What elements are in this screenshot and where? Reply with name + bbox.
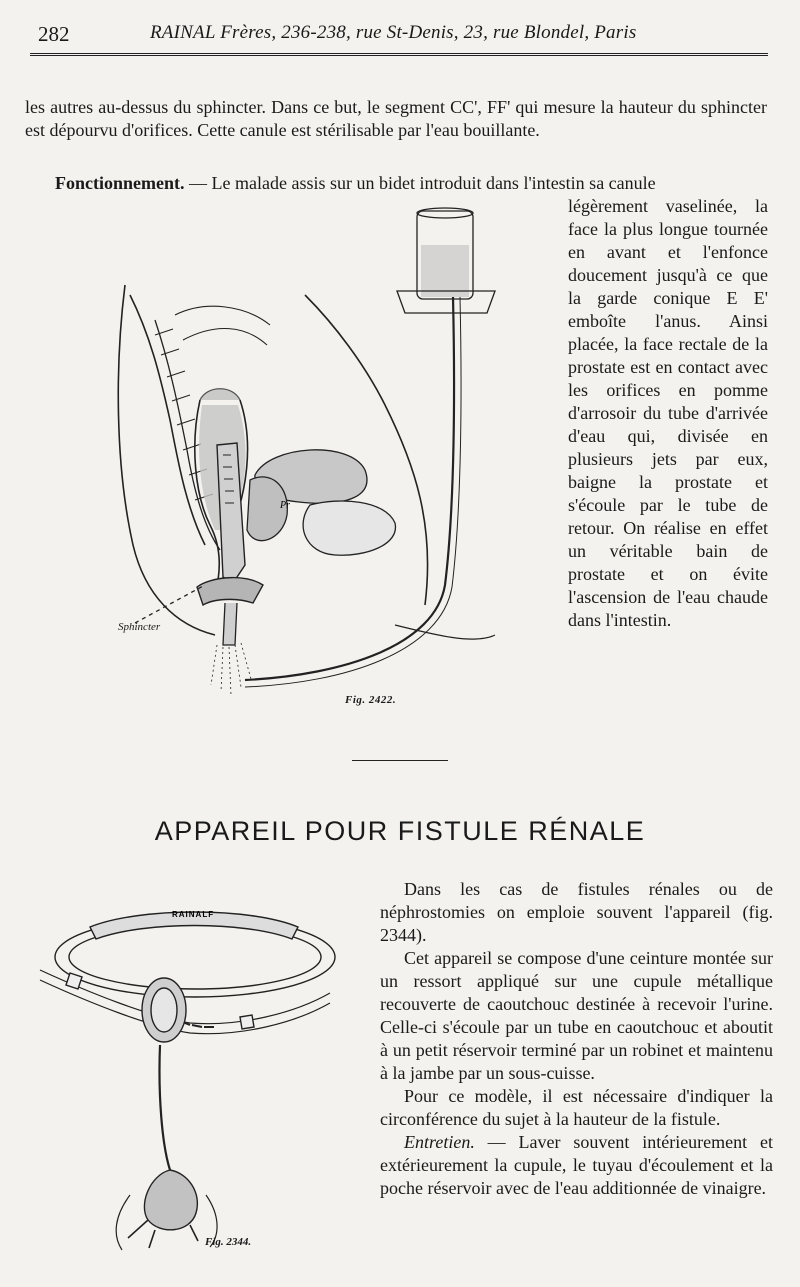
figure-2422-caption: Fig. 2422.	[345, 694, 397, 706]
section-separator	[352, 760, 448, 761]
fistule-paragraph-3: Pour ce modèle, il est nécessaire d'indiquer la circonférence du sujet à la hauteur de la fistule.	[380, 1086, 773, 1129]
fonctionnement-lead	[55, 172, 767, 195]
fistule-paragraph-2: Cet appareil se compose d'une ceinture montée sur un ressort appliqué sur une cupule métallique recouverte de caoutchouc destinée à recevoir l'urine. Celle-ci s'écoule par un tube en caoutchouc et aboutit à un petit réservoir terminé par un robinet et maintenu à la jambe par un sous-cuisse.	[380, 948, 773, 1083]
entretien-text: — Laver souvent intérieurement et extérieurement la cupule, le tuyau d'écoulement et la poche réservoir avec de l'eau additionnée de vinaigre.	[380, 1132, 773, 1198]
intro-paragraph: les autres au-dessus du sphincter. Dans ce but, le segment CC', FF' qui mesure la hauteur du sphincter est dépourvu d'orifices. Cette canule est stérilisable par l'eau bouillante.	[25, 97, 767, 140]
figure-2344-illustration	[30, 895, 370, 1255]
fonctionnement-column: légèrement vaselinée, la face la plus longue tournée en avant et l'enfonce doucement jusqu'à ce que la garde conique E E' emboîte l'anus. Ainsi placée, la face rectale de la prostate est en contact avec les orifices en pomme d'arrosoir du tube d'arrivée d'eau qui, divisée en plusieurs jets par eux, baigne la prostate et s'écoule par le tube de retour. On réalise en effet un véritable bain de prostate et on évite l'ascension de l'eau chaude dans l'intestin.	[568, 196, 768, 630]
sphincter-label: Sphincter	[118, 621, 161, 633]
entretien-label: Entretien.	[404, 1132, 475, 1152]
fistule-paragraph-1: Dans les cas de fistules rénales ou de néphrostomies on emploie souvent l'appareil (fig. 2344).	[380, 879, 773, 945]
fistule-paragraph-4	[380, 1131, 773, 1200]
running-header	[30, 22, 770, 52]
page-number: 282	[38, 22, 70, 46]
header-rule	[30, 53, 768, 56]
prostate-label: Pr	[280, 500, 290, 511]
header-title: RAINAL Frères, 236-238, rue St-Denis, 23, rue Blondel, Paris	[150, 22, 637, 43]
figure-2422-illustration	[95, 205, 545, 740]
figure-2344-caption: Fig. 2344.	[205, 1236, 252, 1248]
belt-brand-text: RAINALF	[172, 910, 215, 919]
fistule-text	[380, 878, 773, 1200]
fonctionnement-lead-text: — Le malade assis sur un bidet introduit dans l'intestin sa canule	[184, 173, 656, 193]
fonctionnement-label: Fonctionnement.	[55, 173, 185, 193]
bleed-through	[150, 148, 160, 174]
section-title: APPAREIL POUR FISTULE RÉNALE	[154, 816, 646, 846]
